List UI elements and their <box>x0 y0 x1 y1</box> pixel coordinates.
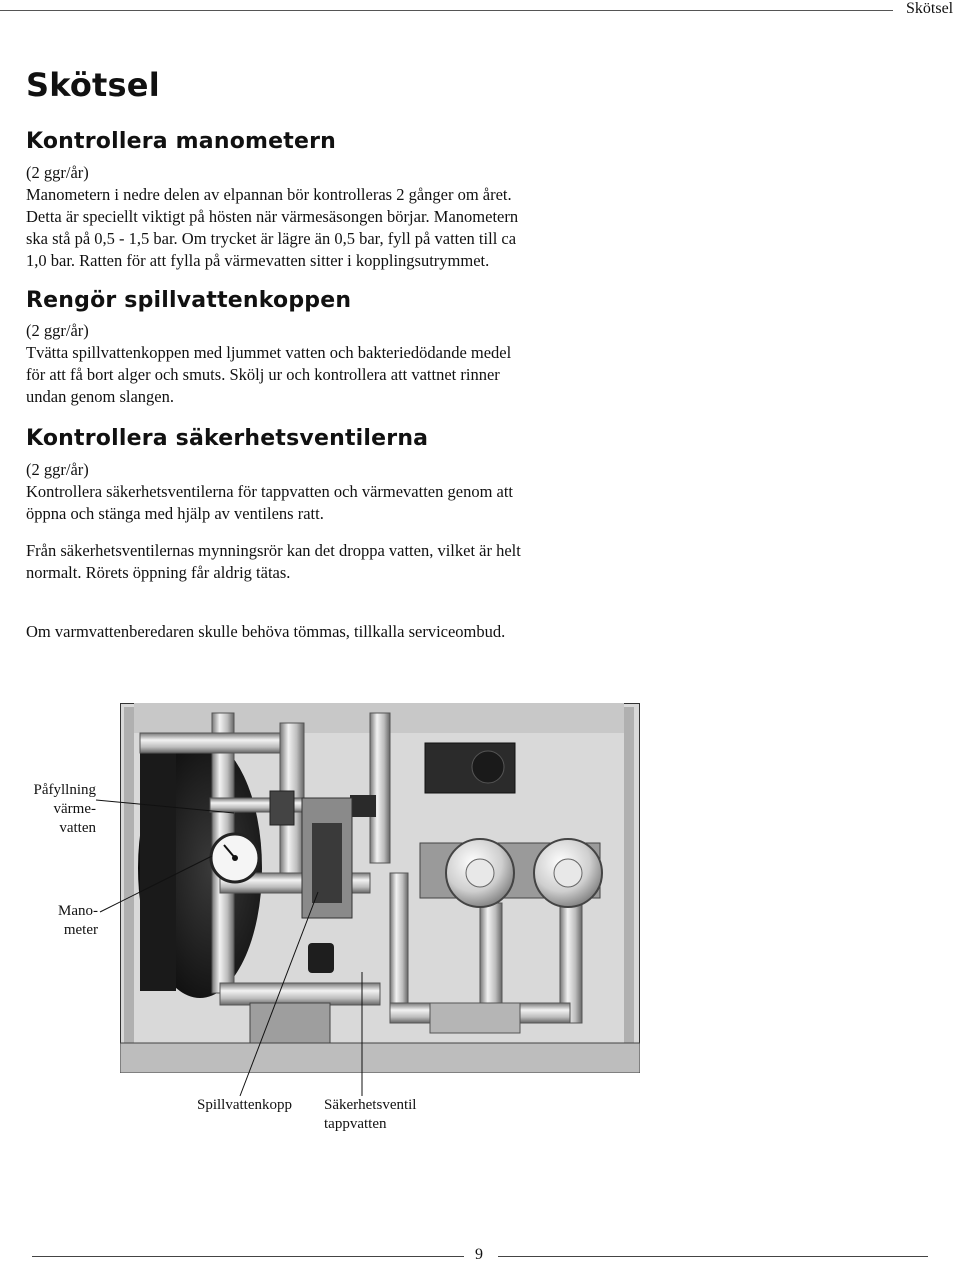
body-line: Tvätta spillvattenkoppen med ljummet vatten och bakteriedödande medel <box>26 343 512 362</box>
section-body-valves-3: Om varmvattenberedaren skulle behöva tömmas, tillkalla serviceombud. <box>26 622 506 641</box>
callout-manometer <box>40 902 98 940</box>
body-line: för att få bort alger och smuts. Skölj ur och kontrollera att vattnet rinner <box>26 365 500 384</box>
callout-spill-cup: Spillvattenkopp <box>197 1097 292 1113</box>
footer-rule-left <box>32 1256 464 1257</box>
page-number: 9 <box>475 1246 483 1263</box>
body-line: Från säkerhetsventilernas mynningsrör kan det droppa vatten, vilket är helt <box>26 541 521 560</box>
callout-safety-valve <box>324 1096 416 1134</box>
section-heading-manometer: Kontrollera manometern <box>26 129 337 154</box>
body-line: (2 ggr/år) <box>26 460 89 479</box>
section-body-valves-2 <box>26 540 606 584</box>
section-body-cup <box>26 320 606 408</box>
boiler-illustration <box>120 703 640 1073</box>
footer-rule-right <box>498 1256 928 1257</box>
callout-line: tappvatten <box>324 1116 387 1132</box>
body-line: (2 ggr/år) <box>26 163 89 182</box>
body-line: 1,0 bar. Ratten för att fylla på värmevatten sitter i kopplingsutrymmet. <box>26 251 490 270</box>
page-title: Skötsel <box>26 66 160 104</box>
running-header: Skötsel <box>906 0 954 17</box>
callout-line: Mano- <box>58 903 98 919</box>
body-line: Detta är speciellt viktigt på hösten när värmesäsongen börjar. Manometern <box>26 207 519 226</box>
callout-line: meter <box>63 922 98 938</box>
body-line: Kontrollera säkerhetsventilerna för tappvatten och värmevatten genom att <box>26 482 514 501</box>
callout-fill-valve <box>30 781 96 838</box>
section-heading-cup: Rengör spillvattenkoppen <box>26 288 352 313</box>
header-rule <box>0 10 893 11</box>
callout-line: vatten <box>59 820 96 836</box>
body-line: Manometern i nedre delen av elpannan bör kontrolleras 2 gånger om året. <box>26 185 512 204</box>
section-heading-valves: Kontrollera säkerhetsventilerna <box>26 426 429 451</box>
callout-line: Påfyllning <box>33 782 96 798</box>
body-line: ska stå på 0,5 - 1,5 bar. Om trycket är lägre än 0,5 bar, fyll på vatten till ca <box>26 229 517 248</box>
callout-line: värme- <box>53 801 96 817</box>
section-body-valves <box>26 459 606 525</box>
body-line: undan genom slangen. <box>26 387 175 406</box>
body-line: öppna och stänga med hjälp av ventilens ratt. <box>26 504 324 523</box>
body-line: (2 ggr/år) <box>26 321 89 340</box>
section-body-manometer <box>26 162 606 272</box>
body-line: normalt. Rörets öppning får aldrig tätas. <box>26 563 291 582</box>
callout-line: Säkerhetsventil <box>324 1097 417 1113</box>
